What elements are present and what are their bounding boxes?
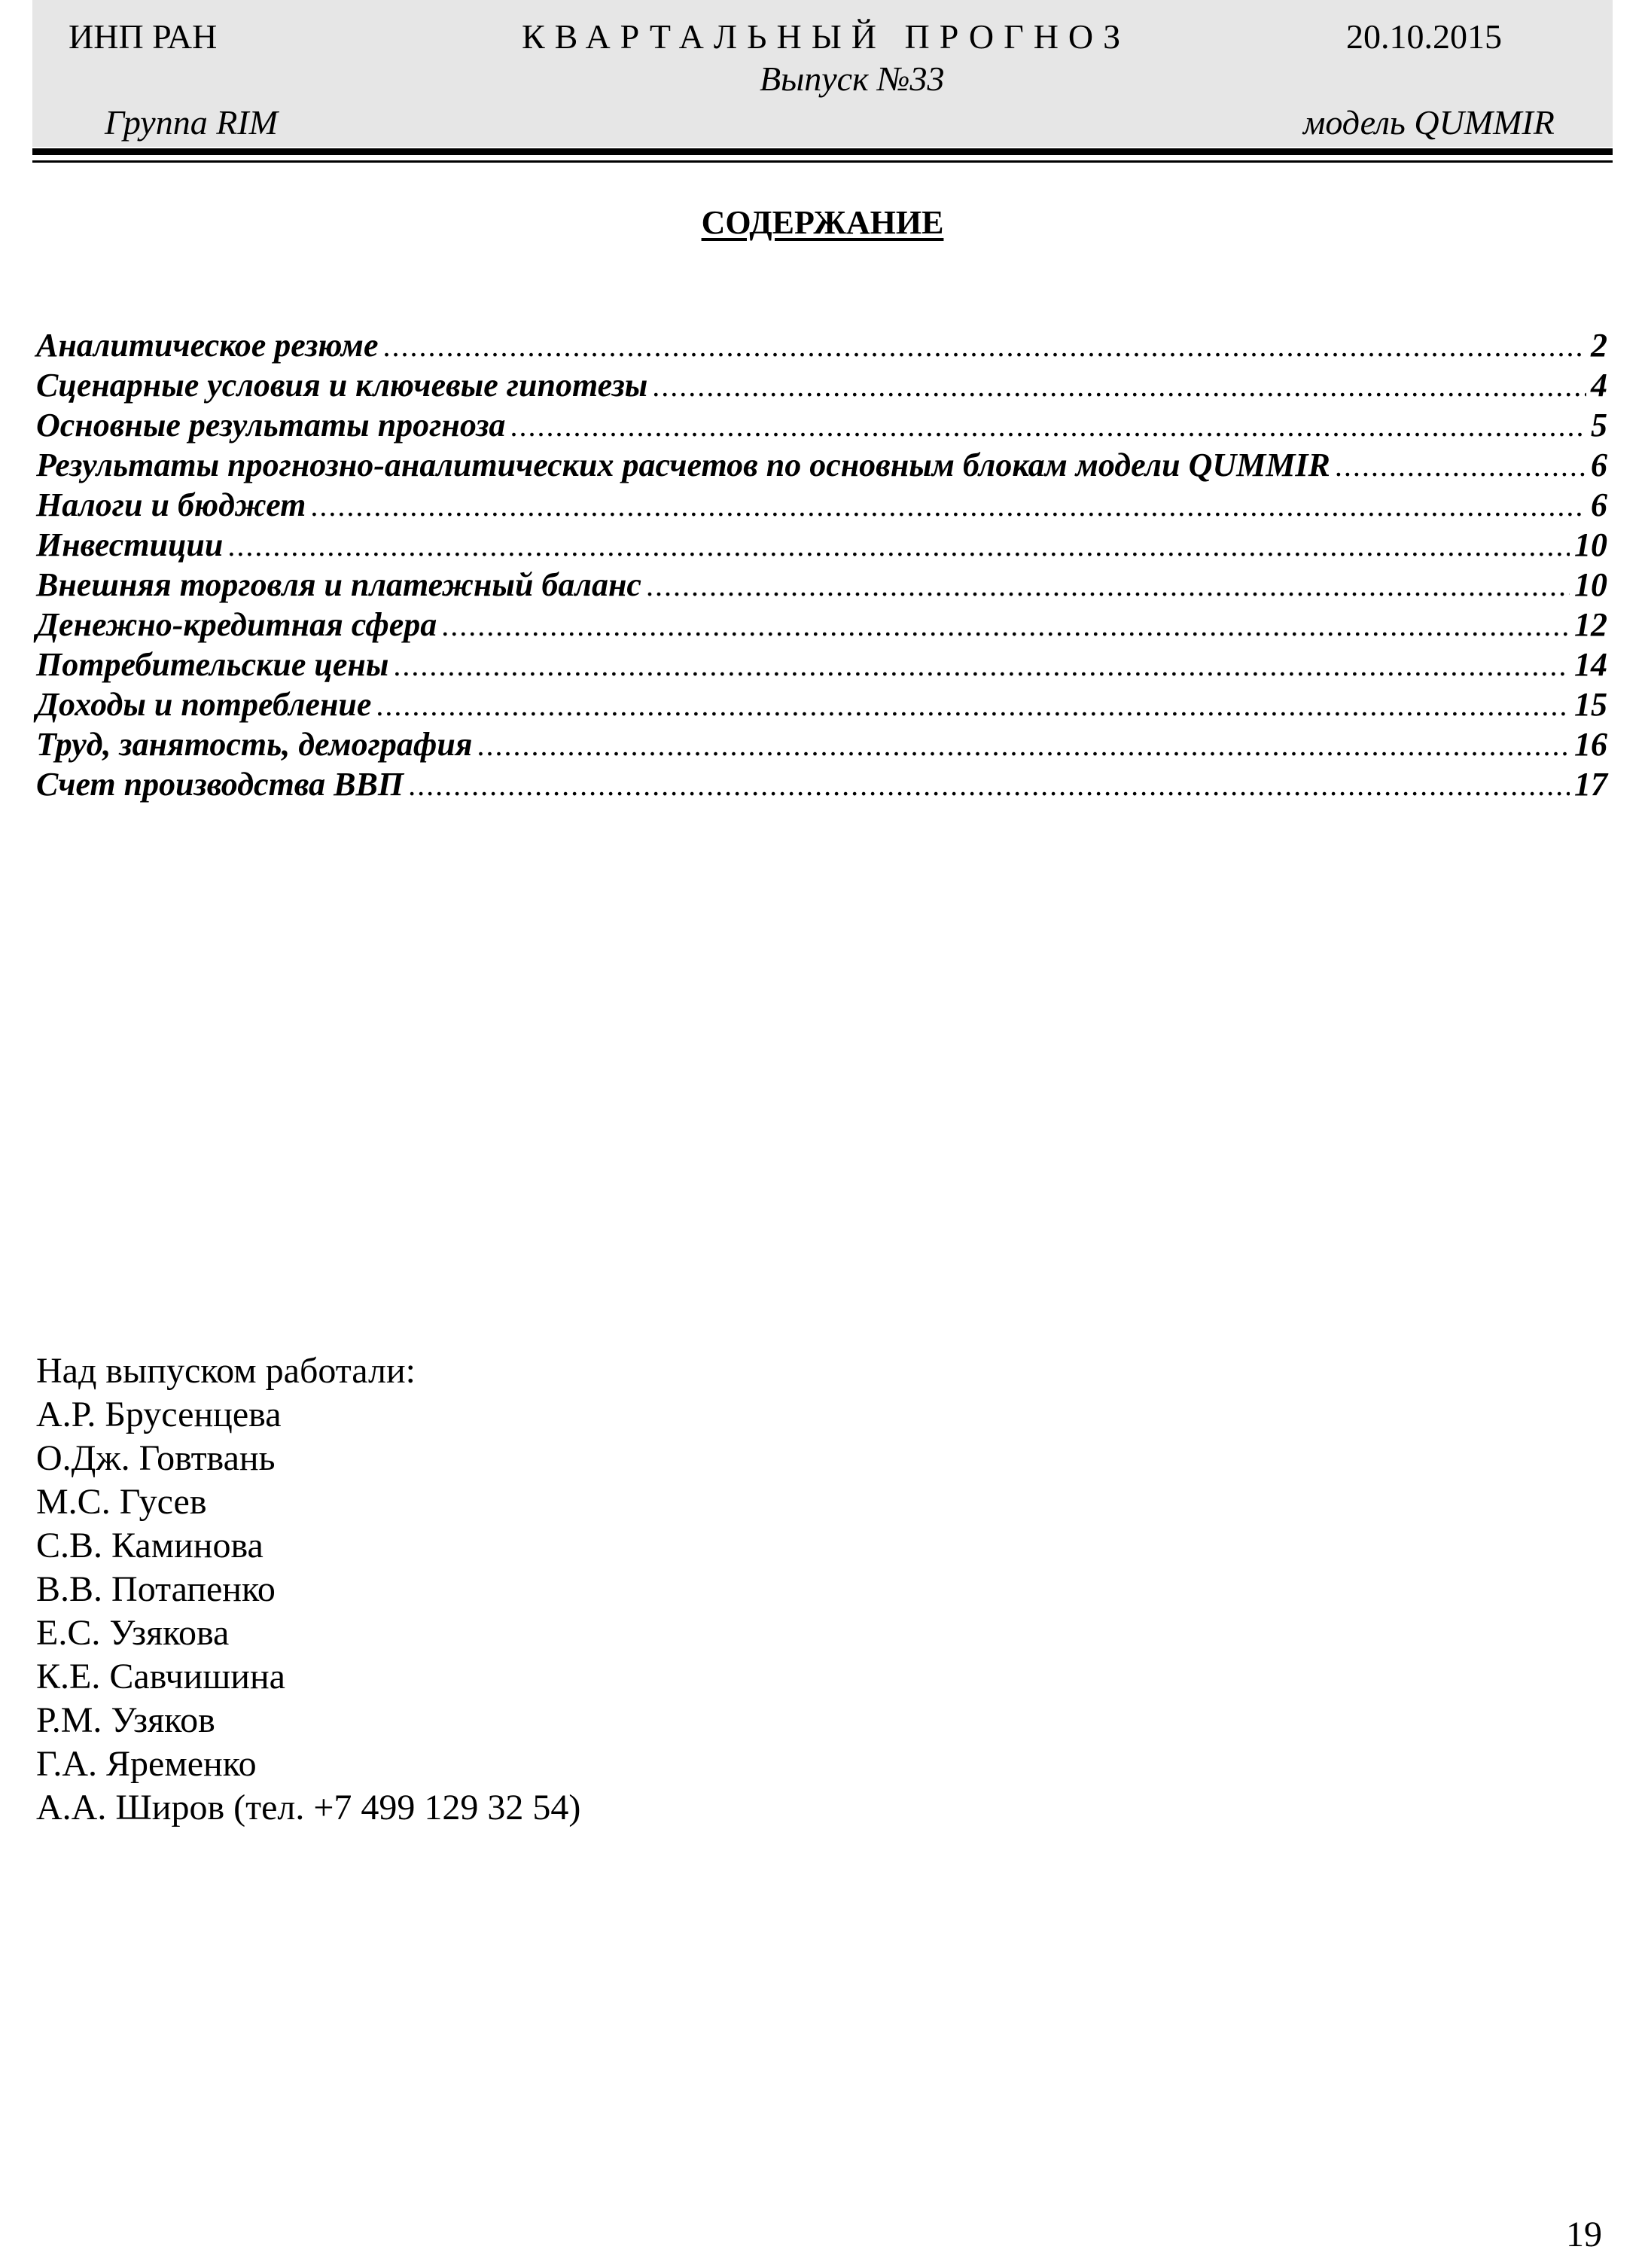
header-date: 20.10.2015 bbox=[1346, 17, 1502, 56]
toc-item-title: Труд, занятость, демография bbox=[36, 726, 473, 763]
credit-name: Г.А. Яременко bbox=[36, 1744, 257, 1784]
credit-name: А.А. Широв (тел. +7 499 129 32 54) bbox=[36, 1788, 581, 1828]
toc-dot-leader bbox=[393, 645, 1570, 685]
toc-item-title: Налоги и бюджет bbox=[36, 486, 306, 523]
credits-block bbox=[36, 1349, 580, 1830]
contents-heading: СОДЕРЖАНИЕ bbox=[701, 204, 944, 241]
header-group: Группа RIM bbox=[105, 103, 278, 142]
toc-dot-leader bbox=[1335, 446, 1586, 486]
toc-item[interactable] bbox=[36, 565, 1607, 605]
header-organization: ИНП РАН bbox=[69, 17, 218, 56]
toc-item[interactable] bbox=[36, 605, 1607, 645]
credits-heading: Над выпуском работали: bbox=[36, 1351, 416, 1391]
toc-item-page: 12 bbox=[1574, 606, 1607, 643]
toc-item-page: 4 bbox=[1591, 367, 1607, 404]
toc-item-title: Аналитическое резюме bbox=[36, 327, 379, 364]
credit-name: Р.М. Узяков bbox=[36, 1700, 215, 1740]
toc-item-page: 5 bbox=[1591, 407, 1607, 444]
toc-item[interactable] bbox=[36, 325, 1607, 365]
page-header bbox=[32, 0, 1613, 147]
credit-name: К.Е. Савчишина bbox=[36, 1657, 285, 1696]
credit-name: А.Р. Брусенцева bbox=[36, 1395, 282, 1434]
toc-item-page: 15 bbox=[1574, 686, 1607, 723]
toc-item-title: Внешняя торговля и платежный баланс bbox=[36, 566, 641, 603]
credit-name: О.Дж. Говтвань bbox=[36, 1438, 276, 1478]
header-issue: Выпуск №33 bbox=[760, 59, 945, 98]
credit-name: С.В. Каминова bbox=[36, 1526, 264, 1565]
toc-item[interactable] bbox=[36, 485, 1607, 525]
toc-item[interactable] bbox=[36, 645, 1607, 684]
credit-name: В.В. Потапенко bbox=[36, 1569, 276, 1609]
toc-dot-leader bbox=[408, 765, 1570, 805]
toc-dot-leader bbox=[477, 725, 1570, 765]
toc-item-page: 2 bbox=[1591, 327, 1607, 364]
toc-item-title: Потребительские цены bbox=[36, 646, 389, 683]
toc-item[interactable] bbox=[36, 525, 1607, 565]
toc-item[interactable] bbox=[36, 764, 1607, 804]
toc-dot-leader bbox=[510, 406, 1586, 446]
header-model: модель QUMMIR bbox=[1303, 103, 1555, 142]
toc-item-page: 6 bbox=[1591, 447, 1607, 483]
credit-name: М.С. Гусев bbox=[36, 1482, 207, 1522]
toc-item[interactable] bbox=[36, 724, 1607, 764]
toc-item-page: 17 bbox=[1574, 766, 1607, 803]
toc-item-page: 6 bbox=[1591, 486, 1607, 523]
header-rule-thin bbox=[32, 160, 1613, 163]
credit-name: Е.С. Узякова bbox=[36, 1613, 230, 1653]
toc-dot-leader bbox=[652, 366, 1586, 406]
toc-dot-leader bbox=[382, 326, 1586, 366]
header-title: КВАРТАЛЬНЫЙ ПРОГНОЗ bbox=[522, 17, 1131, 56]
toc-item-page: 14 bbox=[1574, 646, 1607, 683]
toc-item-title: Результаты прогнозно-аналитических расчетов по основным блокам модели QUMMIR bbox=[36, 447, 1330, 483]
toc-item-title: Основные результаты прогноза bbox=[36, 407, 506, 444]
toc-item[interactable] bbox=[36, 365, 1607, 405]
toc-item[interactable] bbox=[36, 445, 1607, 485]
toc-item[interactable] bbox=[36, 405, 1607, 445]
header-rule-thick bbox=[32, 148, 1613, 155]
toc-item-title: Доходы и потребление bbox=[36, 686, 372, 723]
toc-dot-leader bbox=[376, 685, 1570, 725]
table-of-contents bbox=[36, 325, 1607, 804]
toc-dot-leader bbox=[646, 565, 1570, 605]
toc-item-page: 16 bbox=[1574, 726, 1607, 763]
toc-dot-leader bbox=[310, 486, 1586, 526]
toc-item-title: Сценарные условия и ключевые гипотезы bbox=[36, 367, 648, 404]
page-number: 19 bbox=[1566, 2215, 1602, 2254]
toc-item-page: 10 bbox=[1574, 526, 1607, 563]
toc-item-page: 10 bbox=[1574, 566, 1607, 603]
toc-item-title: Инвестиции bbox=[36, 526, 224, 563]
toc-dot-leader bbox=[227, 526, 1570, 565]
toc-item[interactable] bbox=[36, 684, 1607, 724]
toc-item-title: Счет производства ВВП bbox=[36, 766, 404, 803]
toc-dot-leader bbox=[441, 605, 1570, 645]
toc-item-title: Денежно-кредитная сфера bbox=[36, 606, 437, 643]
